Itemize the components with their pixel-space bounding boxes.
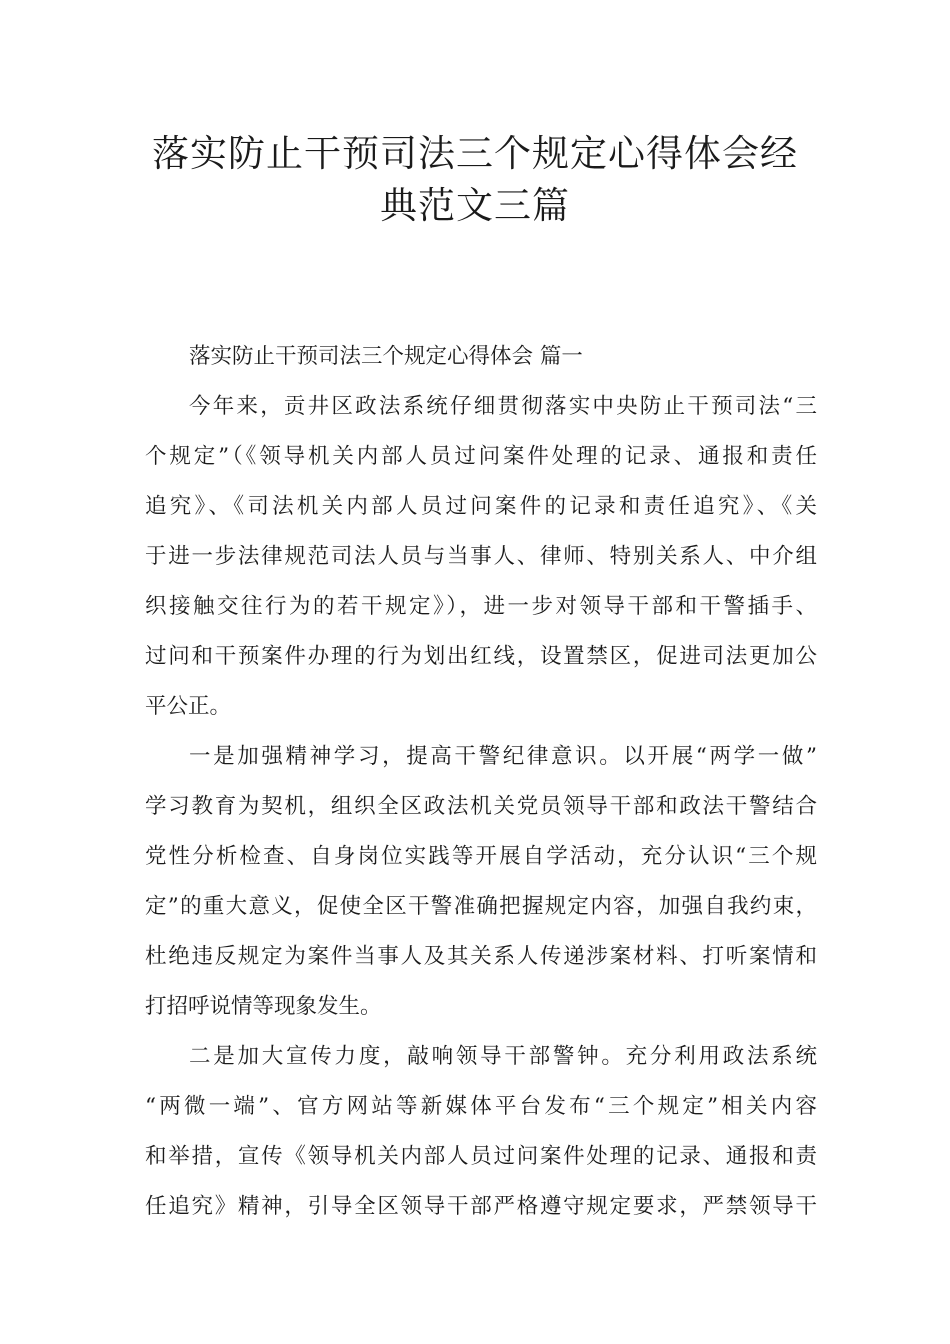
- title-line-1: 落实防止干预司法三个规定心得体会经: [152, 132, 798, 175]
- paragraph-line: 定”的重大意义，促使全区干警准确把握规定内容，加强自我约束，: [145, 894, 817, 919]
- document-title: [120, 128, 830, 232]
- section-heading: 落实防止干预司法三个规定心得体会 篇一: [189, 344, 583, 369]
- paragraph-line: 平公正。: [145, 694, 232, 719]
- paragraph-line: 于进一步法律规范司法人员与当事人、律师、特别关系人、中介组: [145, 544, 817, 569]
- paragraph-line: 个规定”（《领导机关内部人员过问案件处理的记录、通报和责任: [145, 444, 817, 469]
- paragraph-line: 和举措，宣传《领导机关内部人员过问案件处理的记录、通报和责: [145, 1144, 817, 1169]
- paragraph-line: 学习教育为契机，组织全区政法机关党员领导干部和政法干警结合: [145, 794, 817, 819]
- paragraph-line: “两微一端”、官方网站等新媒体平台发布“三个规定”相关内容: [145, 1094, 817, 1119]
- document-body: [145, 332, 817, 1232]
- paragraph-2: [145, 732, 817, 1032]
- paragraph-line: 任追究》精神，引导全区领导干部严格遵守规定要求，严禁领导干: [145, 1194, 817, 1219]
- paragraph-line: 一是加强精神学习，提高干警纪律意识。以开展“两学一做”: [189, 744, 817, 769]
- paragraph-line: 追究》、《司法机关内部人员过问案件的记录和责任追究》、《关: [145, 494, 817, 519]
- paragraph-line: 打招呼说情等现象发生。: [145, 994, 382, 1019]
- paragraph-line: 织接触交往行为的若干规定》），进一步对领导干部和干警插手、: [145, 594, 817, 619]
- paragraph-1: [145, 382, 817, 732]
- paragraph-line: 二是加大宣传力度，敲响领导干部警钟。充分利用政法系统: [189, 1044, 817, 1069]
- paragraph-3: [145, 1032, 817, 1232]
- title-line-2: 典范文三篇: [380, 184, 570, 227]
- paragraph-line: 今年来，贡井区政法系统仔细贯彻落实中央防止干预司法“三: [189, 394, 817, 419]
- paragraph-line: 党性分析检查、自身岗位实践等开展自学活动，充分认识“三个规: [145, 844, 817, 869]
- paragraph-line: 过问和干预案件办理的行为划出红线，设置禁区，促进司法更加公: [145, 644, 817, 669]
- paragraph-line: 杜绝违反规定为案件当事人及其关系人传递涉案材料、打听案情和: [145, 944, 817, 969]
